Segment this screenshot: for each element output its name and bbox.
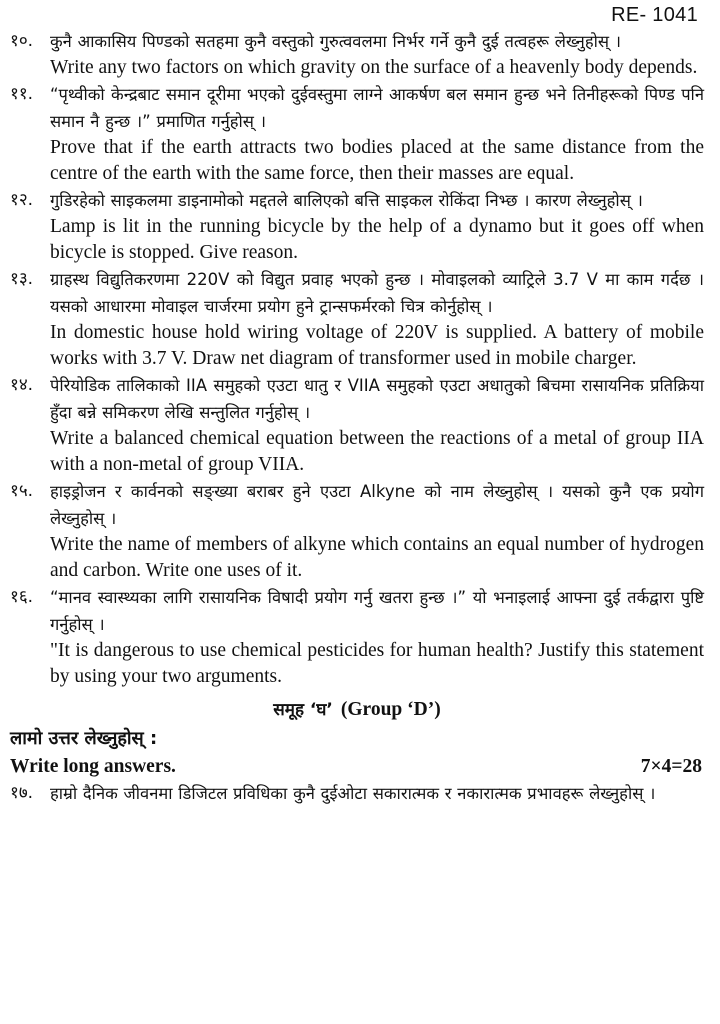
question-item	[10, 584, 704, 690]
question-item	[10, 81, 704, 187]
instruction-row	[10, 753, 704, 780]
question-body	[50, 478, 704, 584]
question-text-nepali: हाम्रो दैनिक जीवनमा डिजिटल प्रविधिका कुनै दुईओटा सकारात्मक र नकारात्मक प्रभावहरू लेख्नुहोस् ।	[50, 784, 656, 803]
question-text-nepali: “मानव स्वास्थ्यका लागि रासायनिक विषादी प्रयोग गर्नु खतरा हुन्छ ।” यो भनाइलाई आफ्ना दुई तर्कद्वारा पुष्टि गर्नुहोस् ।	[50, 588, 704, 634]
question-number: १०.	[10, 31, 34, 51]
question-item	[10, 187, 704, 266]
marks-allocation: 7×4=28	[640, 756, 702, 777]
question-body	[50, 584, 704, 690]
question-item	[10, 266, 704, 372]
question-body	[50, 187, 704, 266]
question-item	[10, 478, 704, 584]
question-text-english: "It is dangerous to use chemical pesticides for human health? Justify this statement by using your two arguments.	[50, 640, 704, 687]
question-text-english: Write the name of members of alkyne which contains an equal number of hydrogen and carbon. Write one uses of it.	[50, 534, 704, 581]
group-heading	[10, 694, 704, 725]
group-heading-english: (Group ‘D’)	[340, 699, 441, 720]
question-text-nepali: हाइड्रोजन र कार्वनको सङ्ख्या बराबर हुने एउटा Alkyne को नाम लेख्नुहोस् । यसको कुनै एक प्रयोग लेख्नुहोस् ।	[50, 482, 704, 528]
question-text-nepali: “पृथ्वीको केन्द्रबाट समान दूरीमा भएको दुईवस्तुमा लाग्ने आकर्षण बल समान हुन्छ भने तिनीहरूको पिण्ड पनि समान नै हुन्छ ।” प्रमाणित गर्नुहोस् ।	[50, 85, 704, 131]
question-number: १२.	[10, 190, 34, 210]
question-text-english: Lamp is lit in the running bicycle by the help of a dynamo but it goes off when bicycle is stopped. Give reason.	[50, 216, 704, 263]
question-number: १६.	[10, 587, 34, 607]
question-body	[50, 81, 704, 187]
question-text-english: In domestic house hold wiring voltage of 220V is supplied. A battery of mobile works with 3.7 V. Draw net diagram of transformer used in mobile charger.	[50, 322, 704, 369]
question-item	[10, 372, 704, 478]
group-heading-nepali: समूह ‘घ’	[273, 700, 333, 720]
question-body	[50, 372, 704, 478]
question-text-english: Write any two factors on which gravity on the surface of a heavenly body depends.	[50, 57, 698, 78]
question-number: ११.	[10, 84, 34, 104]
question-item	[10, 28, 704, 81]
question-text-nepali: कुनै आकासिय पिण्डको सतहमा कुनै वस्तुको गुरुत्ववलमा निर्भर गर्ने कुनै दुई तत्वहरू लेख्नुहोस् ।	[50, 32, 622, 51]
page-header-code: RE- 1041	[611, 4, 698, 26]
question-item	[10, 780, 704, 807]
question-body	[50, 780, 704, 807]
question-number: १३.	[10, 269, 34, 289]
instruction-english: Write long answers.	[10, 756, 176, 777]
question-body	[50, 266, 704, 372]
instruction-nepali: लामो उत्तर लेख्नुहोस् :	[10, 728, 158, 749]
question-number: १५.	[10, 481, 34, 501]
question-number: १४.	[10, 375, 34, 395]
question-text-nepali: गुडिरहेको साइकलमा डाइनामोको मद्दतले बालिएको बत्ति साइकल रोकिंदा निभ्छ । कारण लेख्नुहोस् ।	[50, 191, 643, 210]
question-text-nepali: ग्राहस्थ विद्युतिकरणमा 220V को विद्युत प्रवाह भएको हुन्छ । मोवाइलको व्याट्रिले 3.7 V मा काम गर्दछ । यसको आधारमा मोवाइल चार्जरमा प्रयोग हुने ट्रान्सफर्मरको चित्र कोर्नुहोस् ।	[50, 270, 704, 316]
question-body	[50, 28, 704, 81]
question-text-english: Prove that if the earth attracts two bodies placed at the same distance from the centre of the earth with the same force, then their masses are equal.	[50, 137, 704, 184]
question-text-nepali: पेरियोडिक तालिकाको IIA समुहको एउटा धातु र VIIA समुहको एउटा अधातुको बिचमा रासायनिक प्रतिक्रिया हुँदा बन्ने समिकरण लेखि सन्तुलित गर्नुहोस् ।	[50, 376, 704, 422]
question-number: १७.	[10, 783, 34, 803]
question-text-english: Write a balanced chemical equation between the reactions of a metal of group IIA with a non-metal of group VIIA.	[50, 428, 704, 475]
